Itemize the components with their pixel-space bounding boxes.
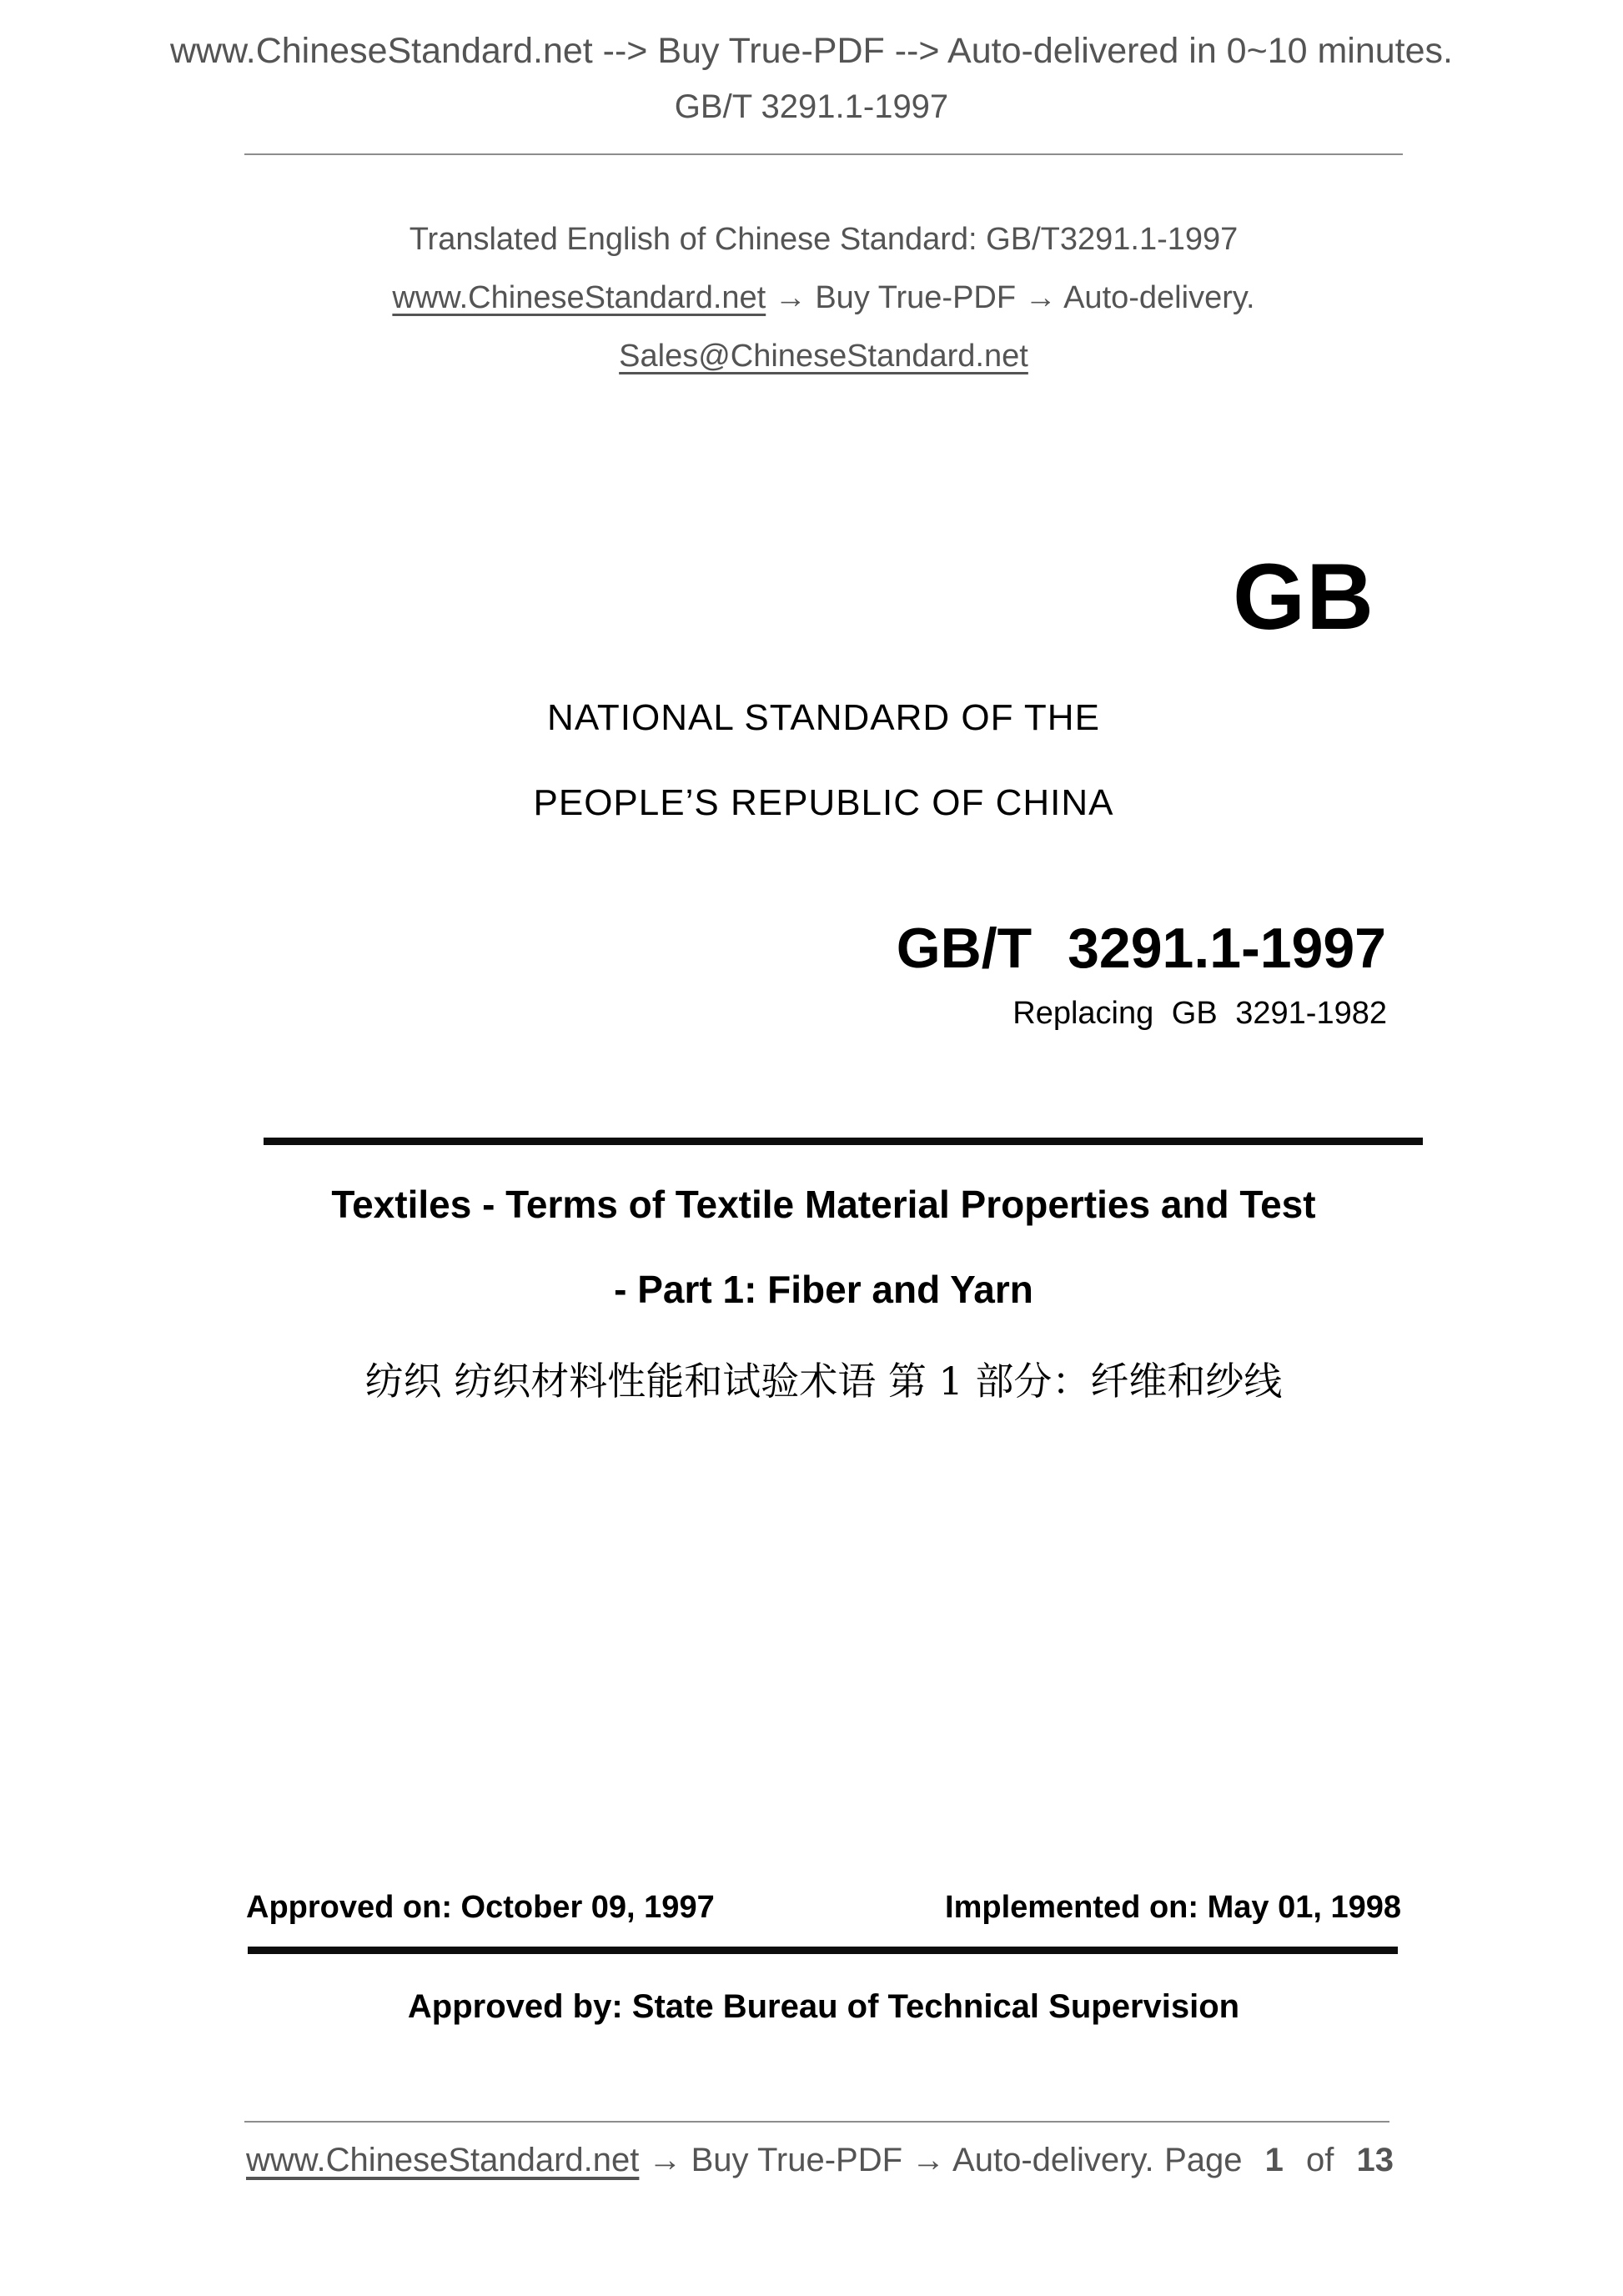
title-english-line-2: - Part 1: Fiber and Yarn	[614, 1268, 1033, 1311]
page-label: Page	[1164, 2142, 1243, 2178]
site-line-rest: → Buy True-PDF → Auto-delivery.	[774, 280, 1255, 315]
title-divider	[264, 1138, 1423, 1145]
replacing-note: Replacing GB 3291-1982	[1012, 996, 1387, 1031]
footer-site-link[interactable]: www.ChineseStandard.net	[246, 2142, 640, 2178]
title-chinese: 纺织 纺织材料性能和试验术语 第 1 部分：纤维和纱线	[364, 1359, 1283, 1404]
translated-line: Translated English of Chinese Standard: GB/T3291.1-1997	[409, 222, 1239, 257]
approved-by-line: Approved by: State Bureau of Technical Supervision	[407, 1988, 1240, 2025]
implemented-on-date: Implemented on: May 01, 1998	[945, 1890, 1401, 1925]
page-indicator	[1164, 2142, 1394, 2179]
email-link[interactable]: Sales@ChineseStandard.net	[619, 339, 1028, 374]
header-divider	[244, 153, 1403, 155]
footer-site-line-rest: → Buy True-PDF → Auto-delivery.	[648, 2142, 1154, 2178]
site-line	[244, 280, 1403, 316]
email-line	[244, 339, 1403, 374]
page-current-number: 1	[1264, 2142, 1284, 2178]
authority-line-2: PEOPLE’S REPUBLIC OF CHINA	[533, 782, 1114, 823]
site-link[interactable]: www.ChineseStandard.net	[392, 280, 766, 315]
approved-on-date: Approved on: October 09, 1997	[246, 1890, 715, 1925]
gb-logo: GB	[1233, 545, 1374, 649]
header-doc-code: GB/T 3291.1-1997	[674, 88, 949, 125]
standard-code: GB/T 3291.1-1997	[896, 917, 1386, 980]
footer-site-line	[246, 2142, 1154, 2179]
header-tagline: www.ChineseStandard.net --> Buy True-PDF --> Auto-delivered in 0~10 minutes.	[169, 31, 1453, 71]
footer-divider	[244, 2121, 1389, 2123]
page-of-label: of	[1306, 2142, 1334, 2178]
authority-line-1: NATIONAL STANDARD OF THE	[547, 697, 1100, 738]
title-english-line-1: Textiles - Terms of Textile Material Properties and Test	[331, 1183, 1316, 1226]
approval-divider	[248, 1947, 1398, 1954]
page-total-number: 13	[1356, 2142, 1394, 2178]
